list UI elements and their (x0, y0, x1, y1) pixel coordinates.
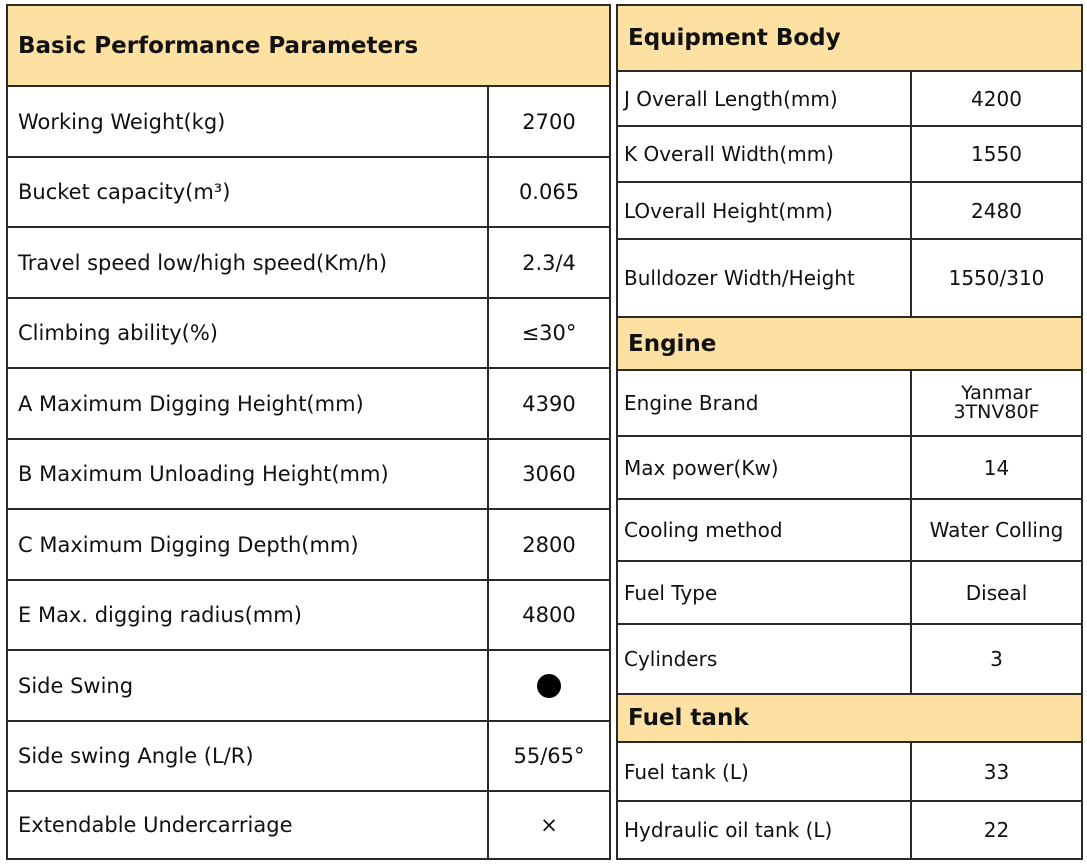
row-value: 0.065 (487, 158, 609, 226)
row-label: Bucket capacity(m³) (18, 180, 231, 204)
row-value: 33 (910, 743, 1081, 800)
row-value: 2.3/4 (487, 228, 609, 297)
table-row (618, 562, 1081, 625)
basic-performance-table (6, 4, 611, 860)
row-value (910, 371, 1081, 435)
specifications-table (616, 4, 1083, 860)
row-label: Working Weight(kg) (18, 109, 226, 134)
table-row (618, 625, 1081, 693)
row-label: Side Swing (18, 673, 134, 698)
row-label: K Overall Width(mm) (624, 142, 834, 166)
row-value: ≤30° (487, 299, 609, 367)
row-label: A Maximum Digging Height(mm) (18, 391, 364, 416)
table-row (8, 299, 609, 369)
row-label: C Maximum Digging Depth(mm) (18, 532, 359, 557)
row-label: Extendable Undercarriage (18, 813, 293, 837)
row-label: Max power(Kw) (624, 455, 779, 480)
row-value: 4800 (487, 581, 609, 649)
row-value: 4390 (487, 369, 609, 438)
table-row (8, 510, 609, 581)
table-row (8, 581, 609, 651)
table-row (8, 87, 609, 158)
row-label: J Overall Length(mm) (624, 86, 838, 111)
row-value: 2700 (487, 87, 609, 156)
row-value: 2480 (910, 183, 1081, 238)
row-label: Side swing Angle (L/R) (18, 744, 254, 768)
table-row (618, 371, 1081, 437)
row-value: 1550/310 (910, 240, 1081, 316)
table-row (618, 183, 1081, 240)
row-value: × (487, 792, 609, 858)
table-row (8, 792, 609, 858)
table-row (8, 651, 609, 722)
row-value: 3 (910, 625, 1081, 693)
row-value (487, 651, 609, 720)
engine-brand-line1: Yanmar (961, 382, 1032, 404)
row-value: 14 (910, 437, 1081, 498)
row-label: Travel speed low/high speed(Km/h) (18, 250, 388, 275)
table-row (8, 158, 609, 228)
row-label: Climbing ability(%) (18, 321, 218, 345)
table-row (618, 72, 1081, 127)
row-label: B Maximum Unloading Height(mm) (18, 462, 389, 486)
table-row (618, 127, 1081, 183)
row-value: 2800 (487, 510, 609, 579)
row-label: Bulldozer Width/Height (624, 266, 855, 290)
table-row (618, 240, 1081, 316)
row-label: LOverall Height(mm) (624, 198, 833, 223)
engine-header: Engine (618, 316, 1081, 371)
engine-brand-line2: 3TNV80F (953, 401, 1040, 423)
row-label: Fuel tank (L) (624, 759, 749, 784)
row-label: Cylinders (624, 647, 718, 671)
row-value: 55/65° (487, 722, 609, 790)
fuel-tank-header: Fuel tank (618, 693, 1081, 743)
table-row (618, 802, 1081, 858)
row-value: Diseal (910, 562, 1081, 623)
row-value: Water Colling (910, 500, 1081, 560)
row-label: Cooling method (624, 518, 783, 542)
table-row (618, 437, 1081, 500)
table-row (8, 369, 609, 440)
table-row (8, 440, 609, 510)
table-row (618, 743, 1081, 802)
row-label: Fuel Type (624, 580, 718, 605)
table-row (8, 228, 609, 299)
row-value: 3060 (487, 440, 609, 508)
table-row (8, 722, 609, 792)
row-value: 1550 (910, 127, 1081, 181)
row-value: 4200 (910, 72, 1081, 125)
table-row (618, 500, 1081, 562)
row-label: E Max. digging radius(mm) (18, 603, 302, 627)
row-label: Engine Brand (624, 391, 759, 415)
row-value: 22 (910, 802, 1081, 858)
row-label: Hydraulic oil tank (L) (624, 818, 833, 842)
equipment-body-header: Equipment Body (618, 6, 1081, 72)
basic-performance-header: Basic Performance Parameters (8, 6, 609, 87)
filled-circle-icon (537, 674, 561, 698)
